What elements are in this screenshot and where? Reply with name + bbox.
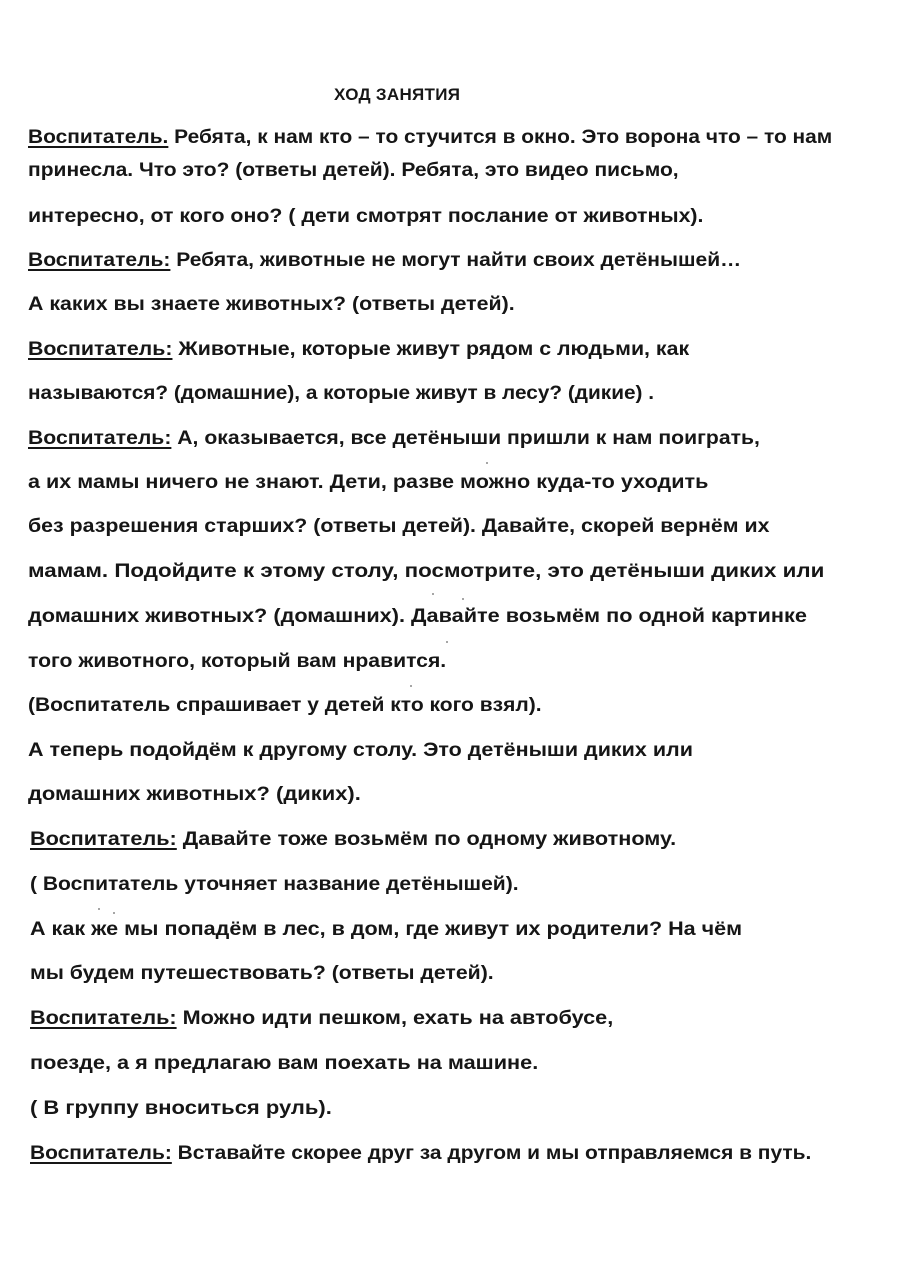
text-line <box>28 514 769 538</box>
text-line <box>28 693 542 717</box>
text-line <box>30 872 519 896</box>
text-line <box>28 738 693 762</box>
line-text: Ребята, к нам кто – то стучится в окно. Это ворона что – то нам <box>168 126 833 148</box>
text-line <box>30 961 494 985</box>
line-text: интересно, от кого оно? ( дети смотрят послание от животных). <box>28 205 704 227</box>
speaker-label: Воспитатель: <box>30 828 177 850</box>
line-text: мы будем путешествовать? (ответы детей). <box>30 962 494 984</box>
line-text: (Воспитатель спрашивает у детей кто кого взял). <box>28 694 542 716</box>
text-line <box>30 1051 538 1075</box>
line-text: А как же мы попадём в лес, в дом, где живут их родители? На чём <box>30 918 743 940</box>
line-text: Вставайте скорее друг за другом и мы отправляемся в путь. <box>171 1142 812 1164</box>
line-text: без разрешения старших? (ответы детей). Давайте, скорей вернём их <box>28 515 770 537</box>
text-line <box>28 248 741 272</box>
text-line <box>28 292 515 316</box>
line-text: Животные, которые живут рядом с людьми, как <box>172 338 690 360</box>
text-line <box>28 782 361 806</box>
text-line <box>30 1006 613 1030</box>
text-line <box>30 1096 332 1120</box>
scan-speck <box>113 912 115 914</box>
text-line <box>28 426 760 450</box>
text-line <box>28 559 824 583</box>
line-text: принесла. Что это? (ответы детей). Ребята, это видео письмо, <box>28 159 679 181</box>
text-line <box>28 604 807 628</box>
line-text: А теперь подойдём к другому столу. Это детёныши диких или <box>28 739 693 761</box>
line-text: А каких вы знаете животных? (ответы детей). <box>28 293 515 315</box>
line-text: поезде, а я предлагаю вам поехать на машине. <box>30 1052 539 1074</box>
line-text: мамам. Подойдите к этому столу, посмотрите, это детёныши диких или <box>28 560 825 582</box>
text-line <box>28 204 703 228</box>
scan-speck <box>98 908 100 910</box>
speaker-label: Воспитатель: <box>28 249 171 271</box>
line-text: домашних животных? (домашних). Давайте возьмём по одной картинке <box>28 605 807 627</box>
scan-speck <box>446 641 448 643</box>
line-text: того животного, который вам нравится. <box>28 650 447 672</box>
scan-speck <box>486 462 488 464</box>
speaker-label: Воспитатель: <box>28 338 173 360</box>
line-text: Можно идти пешком, ехать на автобусе, <box>176 1007 614 1029</box>
text-line <box>28 381 654 405</box>
scan-speck <box>410 685 412 687</box>
line-text: домашних животных? (диких). <box>28 783 361 805</box>
text-line <box>30 827 676 851</box>
scan-speck <box>432 593 434 595</box>
text-line <box>28 337 689 361</box>
line-text: ( В группу вноситься руль). <box>30 1097 332 1119</box>
text-line <box>28 470 708 494</box>
text-line <box>30 1141 811 1165</box>
speaker-label: Воспитатель: <box>28 427 172 449</box>
line-text: Ребята, животные не могут найти своих детёнышей… <box>170 249 742 271</box>
line-text: а их мамы ничего не знают. Дети, разве можно куда-то уходить <box>28 471 709 493</box>
line-text: ( Воспитатель уточняет название детёнышей). <box>30 873 519 895</box>
text-line <box>28 125 832 149</box>
scan-speck <box>462 598 464 600</box>
text-line <box>30 917 742 941</box>
speaker-label: Воспитатель. <box>28 126 169 148</box>
text-line <box>28 158 679 182</box>
line-text: называются? (домашние), а которые живут в лесу? (дикие) . <box>28 382 655 404</box>
line-text: Давайте тоже возьмём по одному животному. <box>176 828 677 850</box>
speaker-label: Воспитатель: <box>30 1007 177 1029</box>
document-title: ХОД ЗАНЯТИЯ <box>334 85 461 104</box>
speaker-label: Воспитатель: <box>30 1142 172 1164</box>
text-line <box>28 649 446 673</box>
line-text: А, оказывается, все детёныши пришли к нам поиграть, <box>171 427 760 449</box>
